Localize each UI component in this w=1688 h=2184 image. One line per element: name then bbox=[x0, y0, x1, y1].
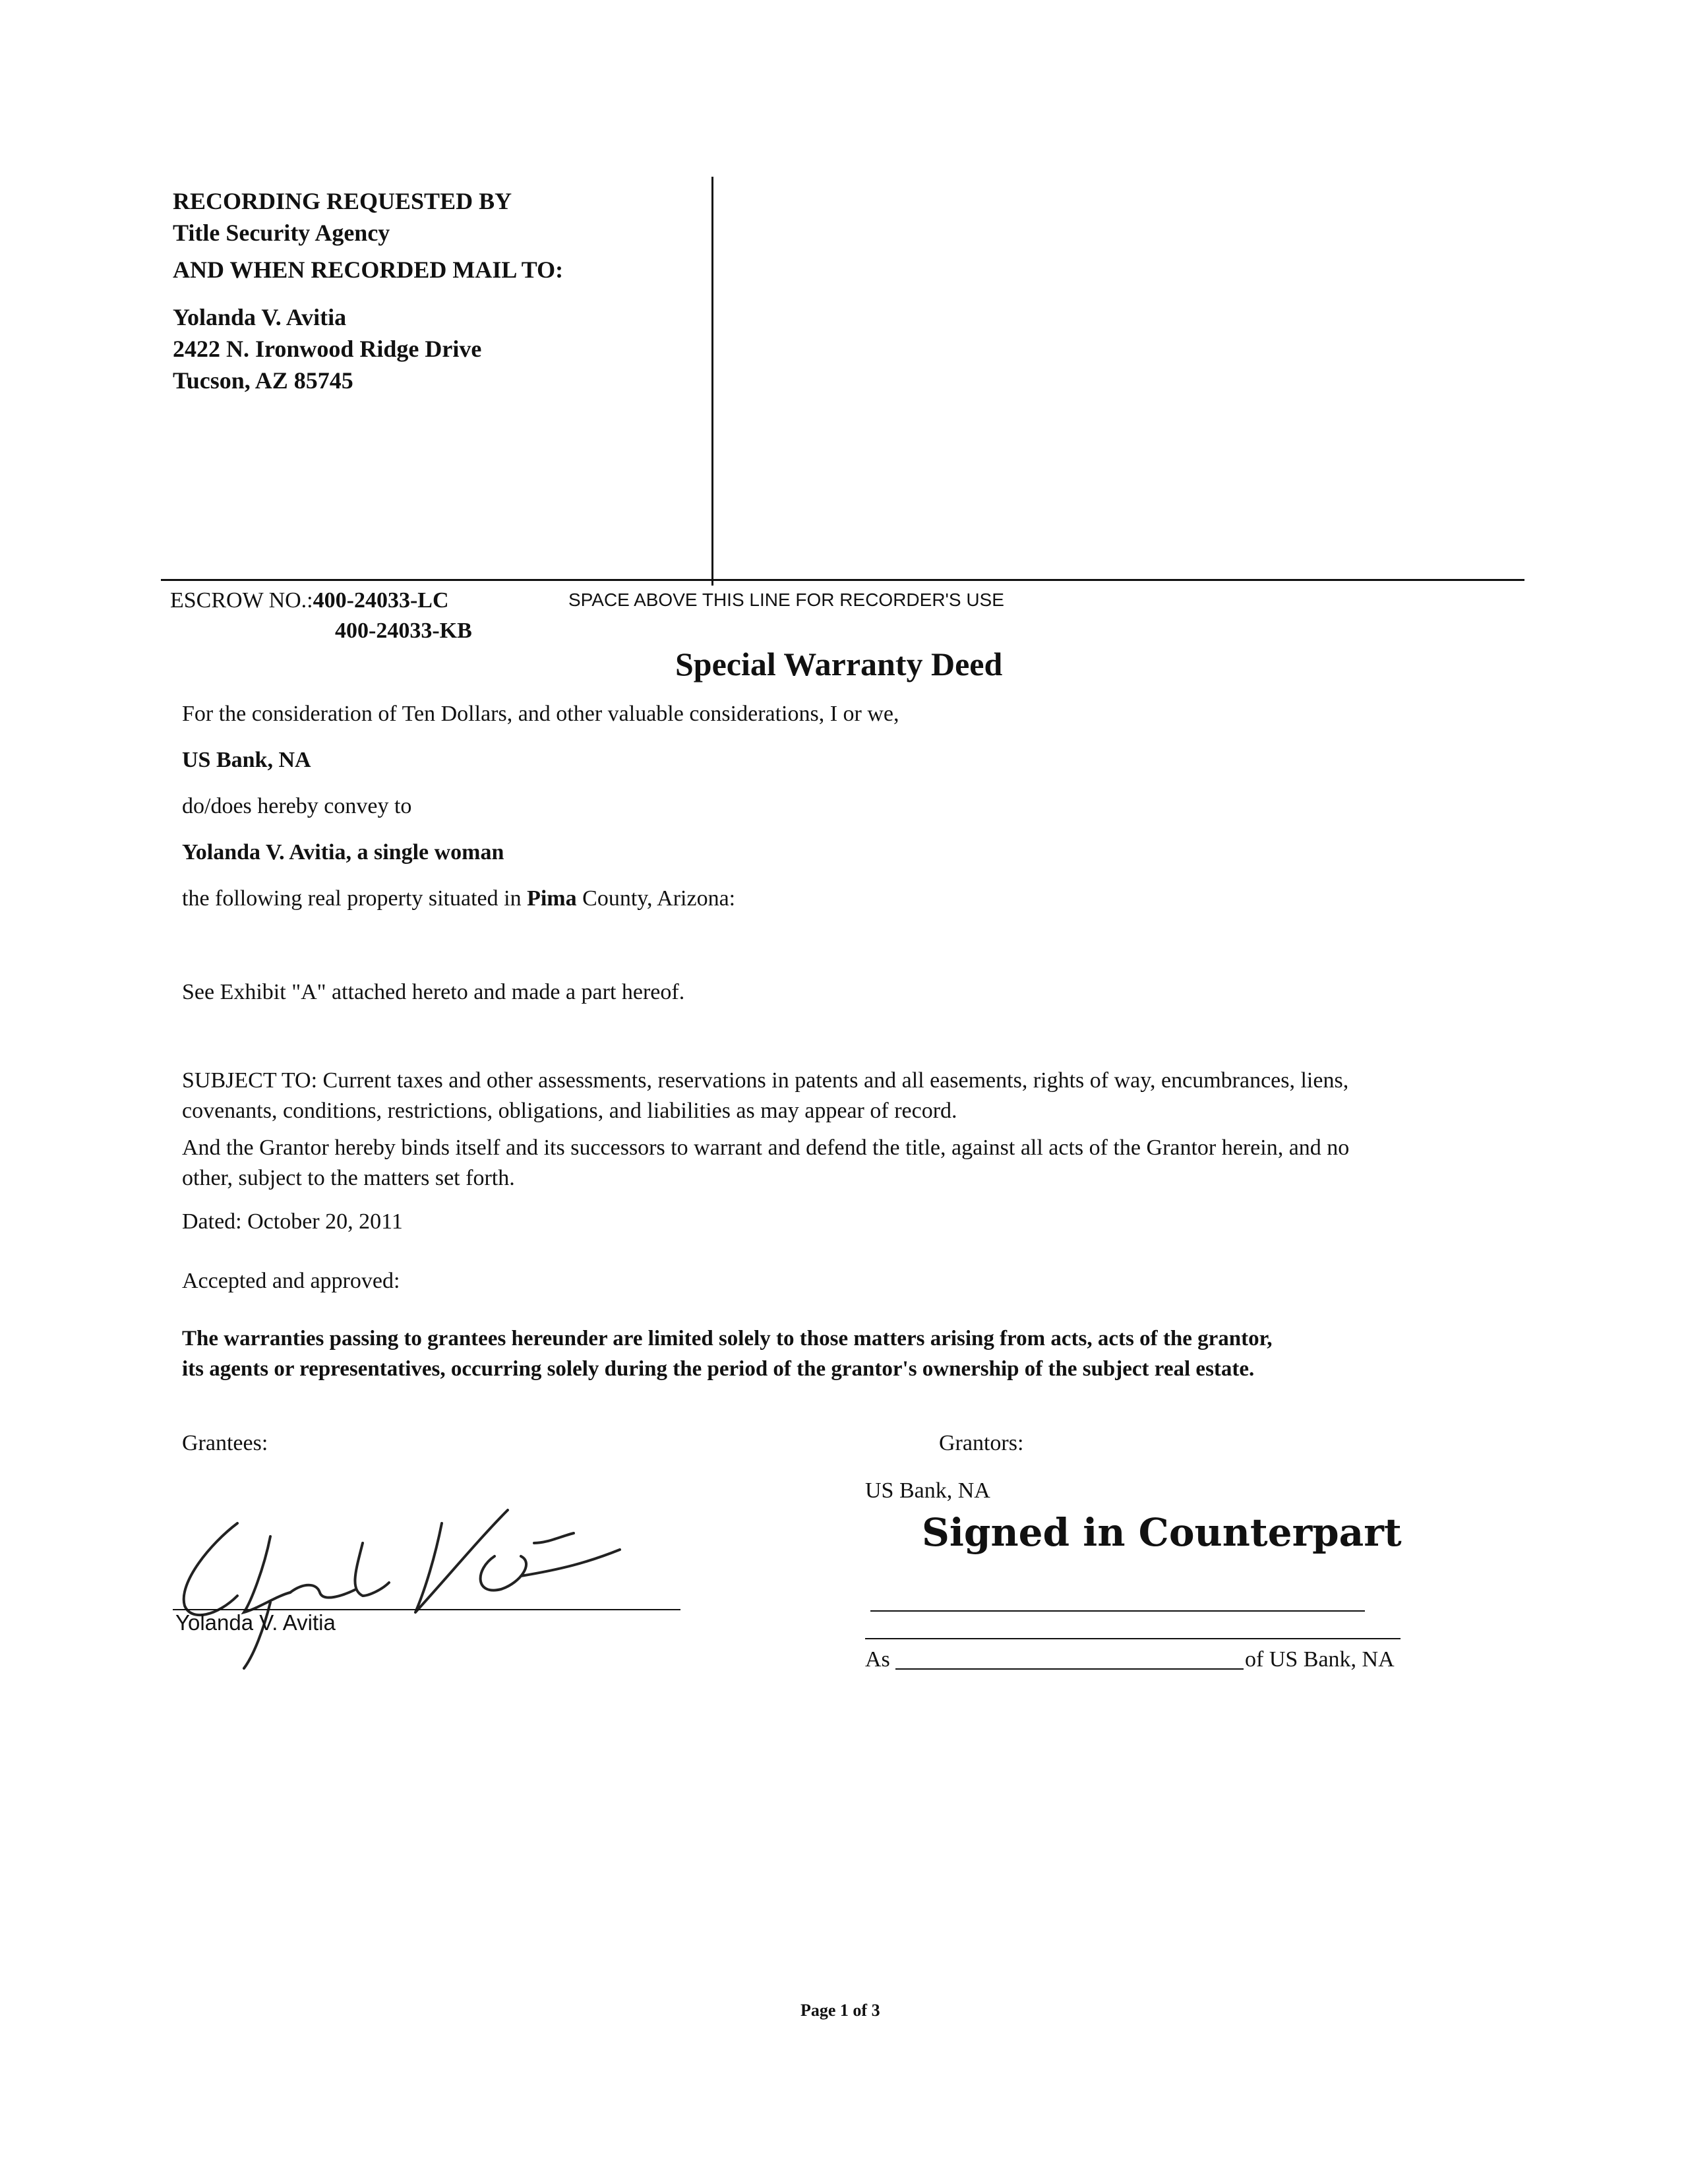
property-prefix: the following real property situated in bbox=[182, 886, 528, 911]
grantor-name: US Bank, NA bbox=[182, 748, 311, 772]
recorder-space-line bbox=[161, 579, 1524, 581]
mail-to-name: Yolanda V. Avitia bbox=[173, 304, 347, 330]
grantor-signature-line-1 bbox=[870, 1610, 1365, 1612]
escrow-number-1: 400-24033-LC bbox=[313, 588, 449, 613]
recorder-use-note: SPACE ABOVE THIS LINE FOR RECORDER'S USE bbox=[568, 590, 1004, 610]
mail-to-address-line1: 2422 N. Ironwood Ridge Drive bbox=[173, 336, 482, 362]
property-suffix: County, Arizona: bbox=[576, 886, 736, 911]
requested-by-label: RECORDING REQUESTED BY bbox=[173, 188, 512, 214]
subject-to-line1: SUBJECT TO: Current taxes and other assessments, reservations in patents and all easements, rights of way, encumbrances, liens, bbox=[182, 1068, 1349, 1093]
accepted-text: Accepted and approved: bbox=[182, 1269, 400, 1293]
requested-by-agency: Title Security Agency bbox=[173, 220, 390, 246]
stamp-text: Signed in Counterpart bbox=[922, 1510, 1402, 1555]
warranty-line2: its agents or representatives, occurring solely during the period of the grantor's ownership of the subject real estate. bbox=[182, 1357, 1255, 1381]
county-name: Pima bbox=[527, 886, 577, 911]
page-number: Page 1 of 3 bbox=[800, 2001, 880, 2020]
grantees-label: Grantees: bbox=[182, 1431, 268, 1455]
mail-to-label: AND WHEN RECORDED MAIL TO: bbox=[173, 257, 564, 283]
grantors-label: Grantors: bbox=[939, 1431, 1024, 1455]
subject-to-line2: covenants, conditions, restrictions, obligations, and liabilities as may appear of record. bbox=[182, 1099, 957, 1123]
grantee-name: Yolanda V. Avitia, a single woman bbox=[182, 840, 504, 864]
recorder-box-divider bbox=[711, 177, 713, 586]
as-title-line bbox=[895, 1668, 1244, 1670]
grantor-entity: US Bank, NA bbox=[865, 1478, 990, 1503]
warranty-line1: The warranties passing to grantees hereunder are limited solely to those matters arising from acts, acts of the grantor, bbox=[182, 1327, 1273, 1350]
signed-in-counterpart-stamp bbox=[922, 1510, 1402, 1555]
of-us-bank-label: of US Bank, NA bbox=[1245, 1647, 1395, 1672]
property-location bbox=[182, 884, 735, 914]
document-title: Special Warranty Deed bbox=[675, 646, 1003, 682]
consideration-text: For the consideration of Ten Dollars, and other valuable considerations, I or we, bbox=[182, 702, 899, 726]
escrow-number-2: 400-24033-KB bbox=[335, 619, 472, 643]
dated-text: Dated: October 20, 2011 bbox=[182, 1209, 403, 1234]
escrow-label: ESCROW NO.: bbox=[170, 588, 313, 613]
as-label: As bbox=[865, 1647, 890, 1672]
mail-to-address-line2: Tucson, AZ 85745 bbox=[173, 367, 353, 394]
grantee-signer-name: Yolanda V. Avitia bbox=[175, 1610, 336, 1635]
binds-line1: And the Grantor hereby binds itself and its successors to warrant and defend the title, against all acts of the Grantor herein, and no bbox=[182, 1136, 1350, 1160]
grantee-signature bbox=[165, 1497, 692, 1682]
exhibit-text: See Exhibit "A" attached hereto and made a part hereof. bbox=[182, 980, 685, 1004]
escrow-line bbox=[170, 586, 449, 616]
grantor-signature-line-2 bbox=[865, 1638, 1401, 1639]
convey-text: do/does hereby convey to bbox=[182, 794, 412, 818]
binds-line2: other, subject to the matters set forth. bbox=[182, 1166, 515, 1190]
